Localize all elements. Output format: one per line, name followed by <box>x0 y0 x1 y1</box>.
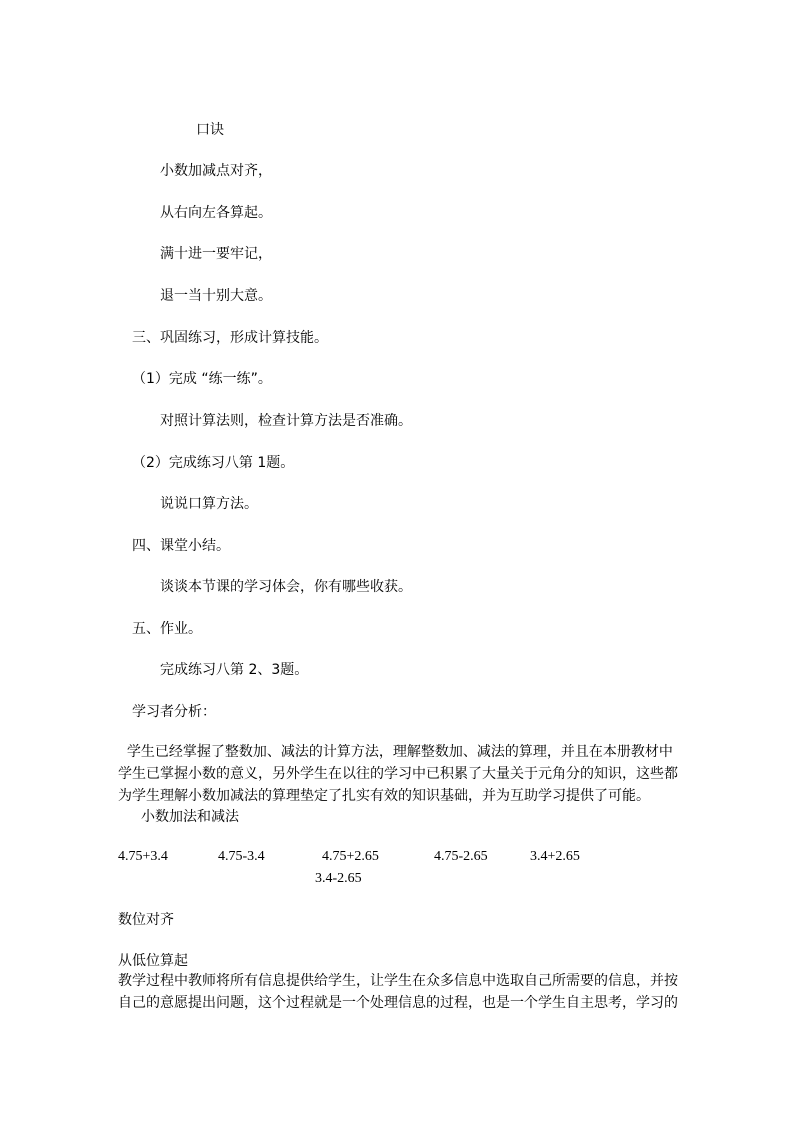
expression-3: 4.75+2.65 <box>322 849 379 864</box>
analysis-line-1: 学生已经掌握了整数加、减法的计算方法，理解整数加、减法的算理，并且在本册教材中 <box>118 744 673 760</box>
expression-1: 4.75+3.4 <box>118 849 168 864</box>
section-3-title: 三、巩固练习，形成计算技能。 <box>132 330 328 346</box>
board-from-low: 从低位算起 <box>118 953 188 969</box>
expression-4: 4.75-2.65 <box>434 849 488 864</box>
koujue-line-3: 满十进一要牢记， <box>160 246 272 262</box>
section-3-item-2: （2）完成练习八第 1题。 <box>132 455 295 471</box>
expression-6: 3.4-2.65 <box>315 871 362 886</box>
analysis-paragraph <box>118 741 678 807</box>
process-paragraph <box>118 970 678 1014</box>
expression-5: 3.4+2.65 <box>530 849 580 864</box>
board-title: 小数加法和减法 <box>141 809 239 825</box>
expression-2: 4.75-3.4 <box>218 849 265 864</box>
process-line-1: 教学过程中教师将所有信息提供给学生，让学生在众多信息中选取自己所需要的信息，并按 <box>118 973 678 989</box>
section-3-item-1-note: 对照计算法则，检查计算方法是否准确。 <box>160 413 412 429</box>
section-5-title: 五、作业。 <box>132 621 202 637</box>
analysis-title: 学习者分析： <box>132 704 216 720</box>
section-5-note: 完成练习八第 2、3题。 <box>160 662 309 678</box>
koujue-line-4: 退一当十别大意。 <box>160 288 272 304</box>
section-4-note: 谈谈本节课的学习体会，你有哪些收获。 <box>160 579 412 595</box>
process-line-2: 自己的意愿提出问题，这个过程就是一个处理信息的过程，也是一个学生自主思考，学习的 <box>118 995 678 1011</box>
koujue-heading: 口诀 <box>196 122 224 138</box>
section-3-item-2-note: 说说口算方法。 <box>160 496 258 512</box>
section-3-item-1: （1）完成 “练一练”。 <box>132 371 272 387</box>
koujue-line-1: 小数加减点对齐， <box>160 163 272 179</box>
section-4-title: 四、课堂小结。 <box>132 538 230 554</box>
analysis-line-2: 学生已掌握小数的意义，另外学生在以往的学习中已积累了大量关于元角分的知识，这些都 <box>118 766 678 782</box>
koujue-line-2: 从右向左各算起。 <box>160 205 272 221</box>
board-align: 数位对齐 <box>118 912 174 928</box>
analysis-line-3: 为学生理解小数加减法的算理垫定了扎实有效的知识基础，并为互助学习提供了可能。 <box>118 788 650 804</box>
